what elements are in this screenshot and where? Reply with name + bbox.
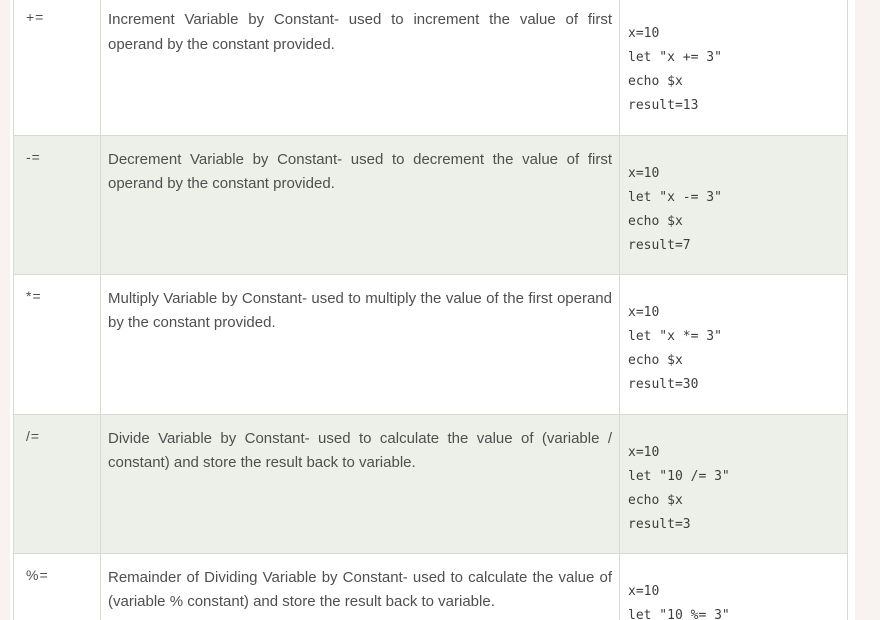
description-cell: Multiply Variable by Constant- used to multiply the value of the first operand by the constant provided.: [101, 274, 620, 414]
operators-table-container: [13, 0, 848, 620]
code-line: x=10: [628, 165, 660, 181]
code-line: echo $x: [628, 213, 683, 229]
code-line: result=30: [628, 376, 699, 392]
code-line: x=10: [628, 583, 660, 599]
code-line: let "x -= 3": [628, 189, 722, 205]
code-line: result=3: [628, 516, 691, 532]
code-example-cell: [620, 414, 848, 553]
code-line: echo $x: [628, 74, 683, 89]
table-row-mod-equals: [14, 553, 848, 620]
code-line: let "10 %= 3": [628, 607, 730, 620]
operator-cell: *=: [14, 274, 101, 414]
shell-operators-table: [13, 0, 848, 620]
table-row-divide-equals: [14, 414, 848, 553]
code-line: result=13: [628, 98, 699, 113]
code-example-cell: [620, 274, 848, 414]
code-line: x=10: [628, 444, 660, 460]
code-line: result=7: [628, 237, 691, 253]
code-example-cell: [620, 553, 848, 620]
description-cell: Increment Variable by Constant- used to increment the value of first operand by the constant provided.: [101, 0, 620, 135]
operator-cell: /=: [14, 414, 101, 553]
code-line: echo $x: [628, 352, 683, 368]
table-row-minus-equals: [14, 135, 848, 274]
operator-cell: -=: [14, 135, 101, 274]
operator-cell: +=: [14, 0, 101, 135]
description-cell: Divide Variable by Constant- used to calculate the value of (variable / constant) and store the result back to variable.: [101, 414, 620, 553]
code-line: echo $x: [628, 492, 683, 508]
code-line: let "x *= 3": [628, 328, 722, 344]
table-row-plus-equals: [14, 0, 848, 135]
code-example-cell: [620, 0, 848, 135]
code-line: x=10: [628, 26, 660, 41]
code-line: x=10: [628, 304, 660, 320]
page-right-gutter: [855, 0, 880, 620]
code-line: let "x += 3": [628, 50, 722, 65]
description-cell: Remainder of Dividing Variable by Constant- used to calculate the value of (variable % constant) and store the result back to variable.: [101, 553, 620, 620]
page-left-gutter: [0, 0, 10, 620]
code-example-cell: [620, 135, 848, 274]
operator-cell: %=: [14, 553, 101, 620]
description-cell: Decrement Variable by Constant- used to decrement the value of first operand by the constant provided.: [101, 135, 620, 274]
table-row-times-equals: [14, 274, 848, 414]
code-line: let "10 /= 3": [628, 468, 730, 484]
